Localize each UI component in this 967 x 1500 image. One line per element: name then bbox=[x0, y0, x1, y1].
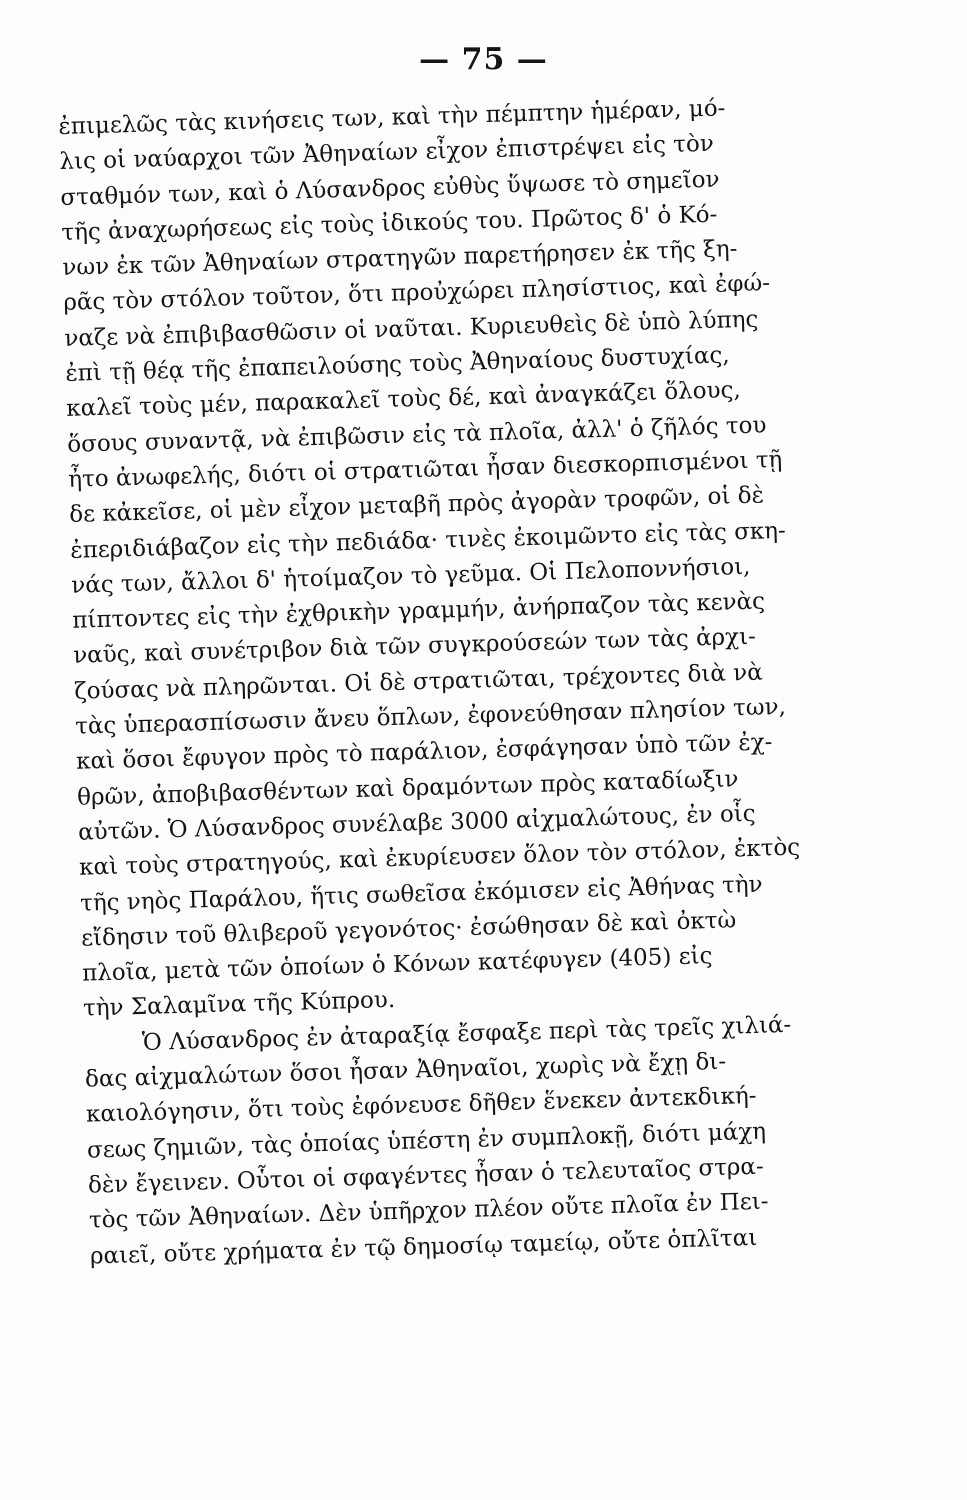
text-line: ραιεῖ, οὔτε χρήματα ἐν τῷ δημοσίῳ ταμείῳ, οὔτε ὁπλῖται bbox=[89, 1224, 758, 1270]
text-line: σεως ζημιῶν, τὰς ὁποίας ὑπέστη ἐν συμπλοκῇ, διότι μάχη bbox=[86, 1118, 767, 1164]
text-line: ἐπὶ τῇ θέᾳ τῆς ἐπαπειλούσης τοὺς Ἀθηναίους δυστυχίας, bbox=[65, 342, 730, 387]
text-line: καὶ ὅσοι ἔφυγον πρὸς τὸ παράλιον, ἐσφάγησαν ὑπὸ τῶν ἐχ- bbox=[75, 729, 773, 776]
text-line: καλεῖ τοὺς μέν, παρακαλεῖ τοὺς δέ, καὶ ἀναγκάζει ὅλους, bbox=[65, 377, 742, 423]
page-number: — 75 — bbox=[419, 42, 548, 77]
text-line: εἴδησιν τοῦ θλιβεροῦ γεγονότος· ἐσώθησαν δὲ καὶ ὀκτὼ bbox=[80, 907, 737, 952]
body-text bbox=[58, 89, 850, 1275]
text-line: ρᾶς τὸν στόλον τοῦτον, ὅτι προὐχώρει πλησίστιος, καὶ ἐφώ- bbox=[63, 270, 771, 317]
text-line: δὲν ἔγεινεν. Οὗτοι οἱ σφαγέντες ἦσαν ὁ τελευταῖος στρα- bbox=[87, 1153, 765, 1199]
text-line: τὰς ὑπερασπίσωσιν ἄνευ ὅπλων, ἐφονεύθησαν πλησίον των, bbox=[74, 693, 787, 740]
text-line: καιολόγησιν, ὅτι τοὺς ἐφόνευσε δῆθεν ἕνεκεν ἀντεκδική- bbox=[85, 1083, 757, 1128]
text-line: ἐπιμελῶς τὰς κινήσεις των, καὶ τὴν πέμπτην ἡμέραν, μό- bbox=[58, 95, 726, 140]
text-line: ναζε νὰ ἐπιβιβασθῶσιν οἱ ναῦται. Κυριευθεὶς δὲ ὑπὸ λύπης bbox=[64, 306, 759, 352]
text-line: καὶ τοὺς στρατηγούς, καὶ ἐκυρίευσεν ὅλον τὸν στόλον, ἐκτὸς bbox=[78, 834, 801, 881]
text-line: πίπτοντες εἰς τὴν ἐχθρικὴν γραμμήν, ἀνήρπαζον τὰς κενὰς bbox=[71, 588, 766, 634]
text-line: ζούσας νὰ πληρῶνται. Οἱ δὲ στρατιῶται, τρέχοντες διὰ νὰ bbox=[73, 659, 764, 705]
text-line: νάς των, ἄλλοι δ' ἡτοίμαζον τὸ γεῦμα. Οἱ Πελοποννήσιοι, bbox=[70, 553, 751, 599]
text-line: θρῶν, ἀποβιβασθέντων καὶ δραμόντων πρὸς καταδίωξιν bbox=[76, 765, 739, 811]
text-line: αὐτῶν. Ὁ Λύσανδρος συνέλαβε 3000 αἰχμαλώτους, ἐν οἷς bbox=[77, 800, 756, 846]
text-line: τὸς τῶν Ἀθηναίων. Δὲν ὑπῆρχον πλέον οὔτε πλοῖα ἐν Πει- bbox=[88, 1188, 769, 1234]
text-line: τῆς νηὸς Παράλου, ἥτις σωθεῖσα ἐκόμισεν εἰς Ἀθήνας τὴν bbox=[79, 871, 763, 917]
text-line: ἐπεριδιάβαζον εἰς τὴν πεδιάδα· τινὲς ἐκοιμῶντο εἰς τὰς σκη- bbox=[69, 517, 787, 564]
text-line: τῆς ἀναχωρήσεως εἰς τοὺς ἰδικούς του. Πρῶτος δ' ὁ Κό- bbox=[61, 201, 718, 246]
text-line: πλοῖα, μετὰ τῶν ὁποίων ὁ Κόνων κατέφυγεν (405) εἰς bbox=[81, 943, 713, 987]
text-line: νων ἐκ τῶν Ἀθηναίων στρατηγῶν παρετήρησεν ἐκ τῆς ξη- bbox=[62, 236, 738, 282]
text-line: λις οἱ ναύαρχοι τῶν Ἀθηναίων εἶχον ἐπιστρέψει εἰς τὸν bbox=[59, 131, 715, 176]
text-line: δε κἀκεῖσε, οἱ μὲν εἶχον μεταβῆ πρὸς ἀγορὰν τροφῶν, οἱ δὲ bbox=[68, 482, 765, 529]
text-line: Ὁ Λύσανδρος ἐν ἀταραξίᾳ ἔσφαξε περὶ τὰς τρεῖς χιλιά- bbox=[141, 1011, 792, 1056]
text-line: ὅσους συναντᾷ, νὰ ἐπιβῶσιν εἰς τὰ πλοῖα, ἀλλ' ὁ ζῆλός του bbox=[66, 412, 767, 458]
text-line: ἦτο ἀνωφελής, διότι οἱ στρατιῶται ἦσαν διεσκορπισμένοι τῇ bbox=[67, 446, 783, 493]
text-line: τὴν Σαλαμῖνα τῆς Κύπρου. bbox=[82, 987, 396, 1023]
text-line: δας αἰχμαλώτων ὅσοι ἦσαν Ἀθηναῖοι, χωρὶς νὰ ἔχῃ δι- bbox=[84, 1048, 727, 1093]
text-line: σταθμόν των, καὶ ὁ Λύσανδρος εὐθὺς ὕψωσε τὸ σημεῖον bbox=[60, 166, 720, 211]
text-line: ναῦς, καὶ συνέτριβον διὰ τῶν συγκρούσεών των τὰς ἀρχι- bbox=[72, 624, 757, 670]
